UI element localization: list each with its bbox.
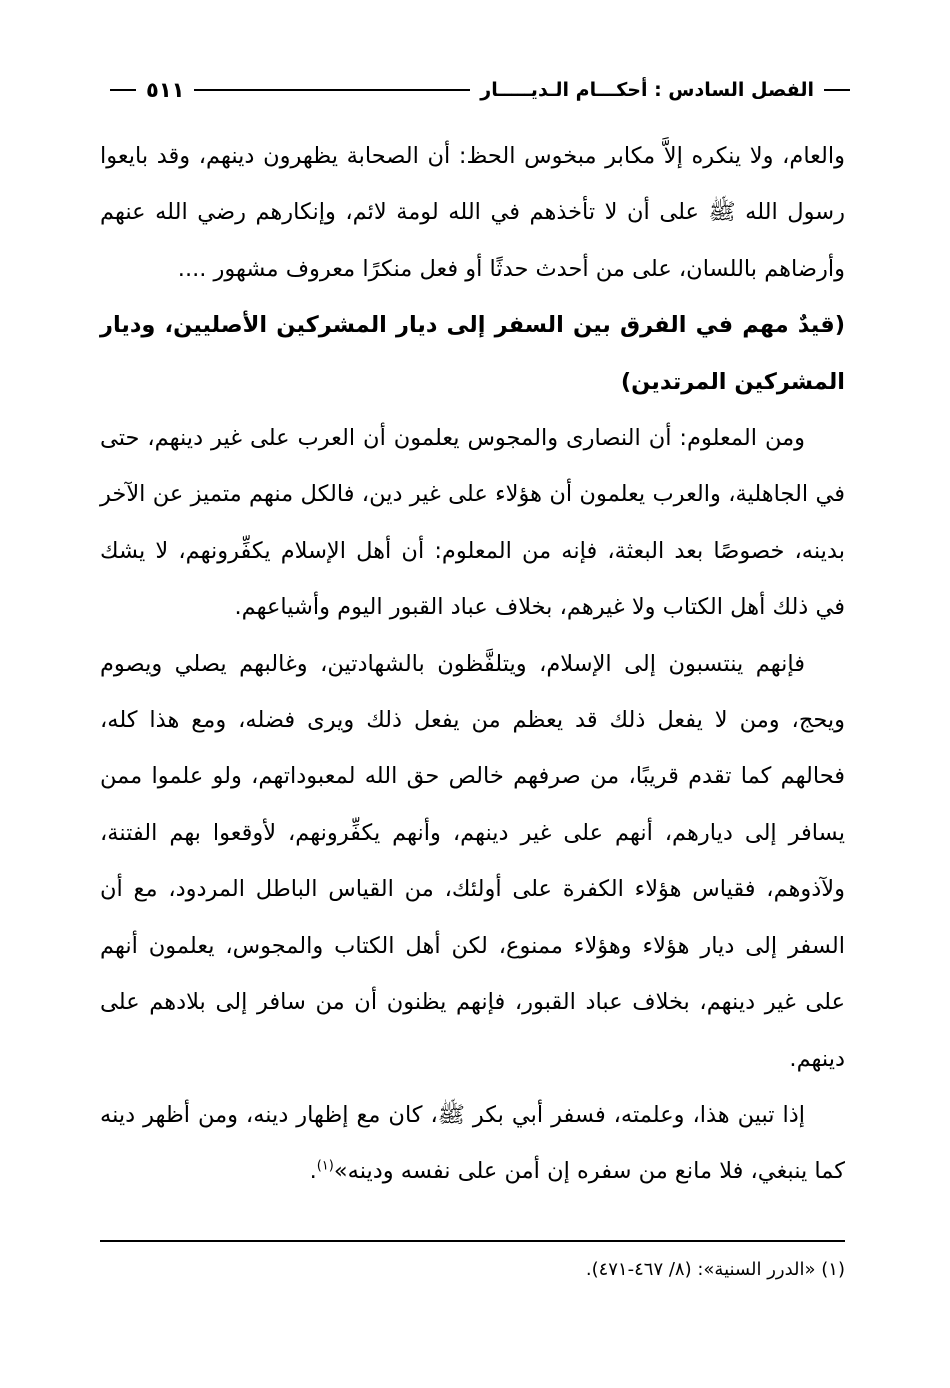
- main-text: [100, 128, 845, 1200]
- header-dash: [110, 89, 136, 91]
- paragraph: [100, 128, 845, 297]
- header-rule: [194, 89, 470, 91]
- page-number: ٥١١: [146, 78, 185, 102]
- paragraph-text: فإنهم ينتسبون إلى الإسلام، ويتلفَّظون بالشهادتين، وغالبهم يصلي ويصوم ويحج، ومن لا يفعل ذلك قد يعظم من يفعل ذلك ويرى فضله، ومع هذا كله، فحالهم كما تقدم قريبًا، من صرفهم خالص حق الله لمعبوداتهم، ولو علموا ممن يسافر إلى ديارهم، أنهم على غير دينهم، وأنهم يكفِّرونهم، لأوقعوا بهم الفتنة، ولآذوهم، فقياس هؤلاء الكفرة على أولئك، من القياس الباطل المردود، مع أن السفر إلى ديار هؤلاء وهؤلاء ممنوع، لكن أهل الكتاب والمجوس، يعلمون أنهم على غير دينهم، بخلاف عباد القبور، فإنهم يظنون أن من سافر إلى بلادهم على دينهم.: [100, 650, 845, 1072]
- paragraph: [100, 1087, 845, 1200]
- paragraph: [100, 410, 845, 636]
- section-heading: [100, 297, 845, 410]
- paragraph-text: ومن المعلوم: أن النصارى والمجوس يعلمون أن العرب على غير دينهم، حتى في الجاهلية، والعرب يعلمون أن هؤلاء على غير دين، فالكل منهم متميز عن الآخر بدينه، خصوصًا بعد البعثة، فإنه من المعلوم: أن أهل الإسلام يكفِّرونهم، لا يشك في ذلك أهل الكتاب ولا غيرهم، بخلاف عباد القبور اليوم وأشياعهم.: [100, 425, 845, 621]
- footnote: [100, 1250, 845, 1290]
- footnote-text: «الدرر السنية»: (٨/ ٤٦٧-٤٧١).: [585, 1259, 816, 1280]
- paragraph-text: (قيدٌ مهم في الفرق بين السفر إلى ديار المشركين الأصليين، وديار المشركين المرتدين): [100, 312, 845, 395]
- header-dash: [824, 89, 850, 91]
- paragraph-text: إذا تبين هذا، وعلمته، فسفر أبي بكر ﷺ، كان مع إظهار دينه، ومن أظهر دينه كما ينبغي، فلا مانع من سفره إن أمن على نفسه ودينه»: [100, 1101, 845, 1185]
- footnote-separator: [100, 1240, 845, 1242]
- paragraph-tail: .: [309, 1158, 317, 1185]
- paragraph: [100, 636, 845, 1087]
- paragraph-text: والعام، ولا ينكره إلاَّ مكابر مبخوس الحظ: أن الصحابة يظهرون دينهم، وقد بايعوا رسول الله ﷺ على أن لا تأخذهم في الله لومة لائم، وإنكارهم رضي الله عنهم وأرضاهم باللسان، على من أحدث حدثًا أو فعل منكرًا معروف مشهور ....: [100, 143, 845, 282]
- footnote-marker: (١): [821, 1259, 845, 1280]
- chapter-title: الفصل السادس : أحكـــام الـديـــــار: [480, 79, 814, 101]
- footnote-reference: (١): [316, 1158, 334, 1174]
- running-header: [110, 70, 850, 110]
